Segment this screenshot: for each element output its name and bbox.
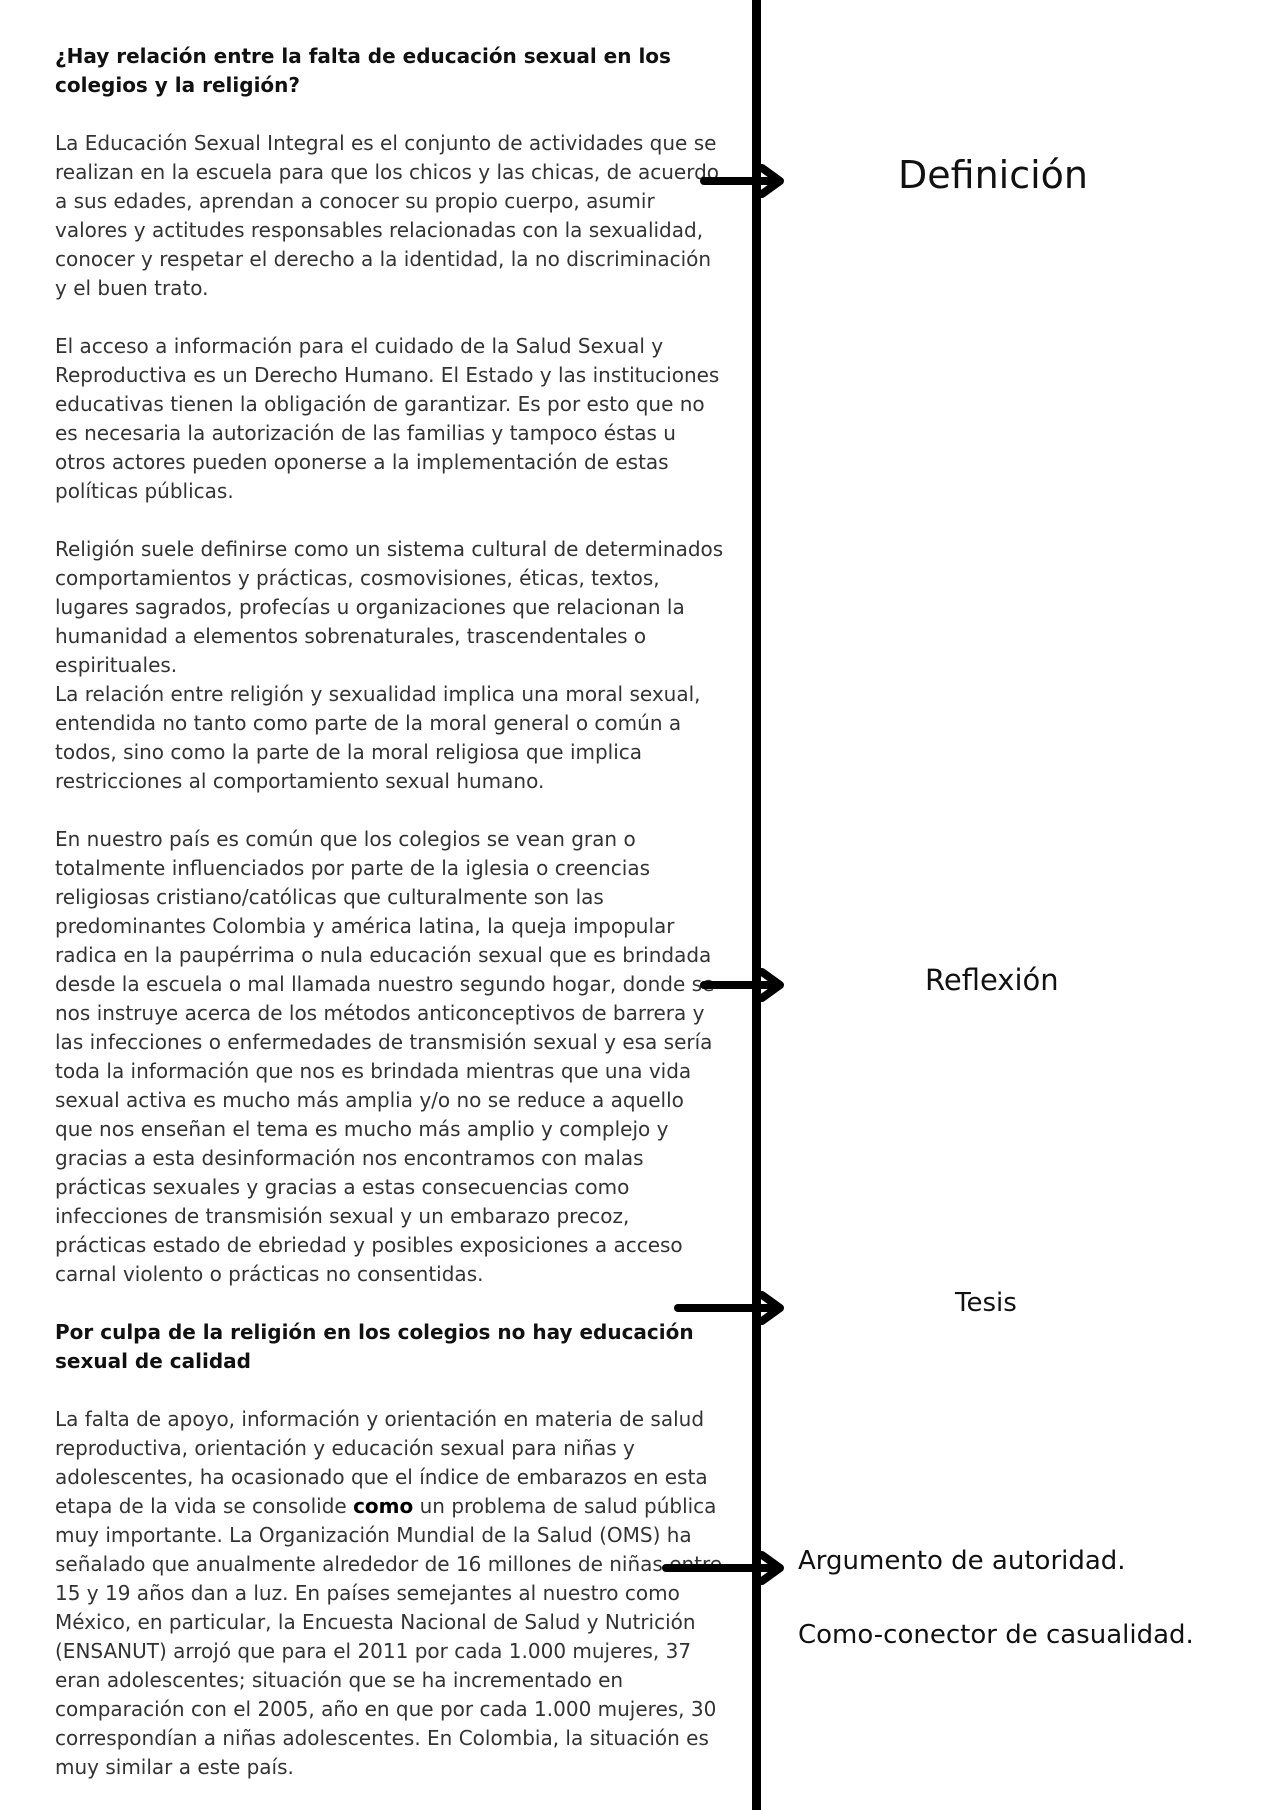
arrow-reflexion-icon — [700, 967, 792, 1003]
label-reflexion: Reflexión — [925, 963, 1059, 997]
arrow-tesis-icon — [674, 1290, 792, 1326]
paragraph-reflection: En nuestro país es común que los colegios se vean gran o totalmente influenciados por parte de la iglesia o creencias religiosas cristiano/católicas que culturalmente son las predominantes Colombia y américa latina, la queja impopular radica en la paupérrima o nula educación sexual que es brindada desde la escuela o mal llamada nuestro segundo hogar, donde se nos instruye acerca de los métodos anticonceptivos de barrera y las infecciones o enfermedades de transmisión sexual y esa sería toda la información que nos es brindada mientras que una vida sexual activa es mucho más amplia y/o no se reduce a aquello que nos enseñan el tema es mucho más amplio y complejo y gracias a esta desinformación nos encontramos con malas prácticas sexuales y gracias a estas consecuencias como infecciones de transmisión sexual y un embarazo precoz, prácticas estado de ebriedad y posibles exposiciones a acceso carnal violento o prácticas no consentidas. — [55, 827, 715, 1286]
label-definicion: Definición — [898, 153, 1088, 197]
arrow-definicion-icon — [700, 163, 792, 199]
vertical-divider — [752, 0, 761, 1810]
paragraph-5-part-1: La falta de apoyo, información y orientación en materia de salud reproductiva, orientación y educación sexual para niñas y adolescentes, ha ocasionado que el índice de embarazos en esta etapa de la vida se consolide — [55, 1407, 708, 1518]
paragraph-religion-sexuality: La relación entre religión y sexualidad implica una moral sexual, entendida no tanto como parte de la moral general o común a todos, sino como la parte de la moral religiosa que implica restricciones al comportamiento sexual humano. — [55, 682, 701, 793]
document-title: ¿Hay relación entre la falta de educación sexual en los colegios y la religión? — [55, 44, 671, 97]
paragraph-religion: Religión suele definirse como un sistema cultural de determinados comportamientos y prácticas, cosmovisiones, éticas, textos, lugares sagrados, profecías u organizaciones que relacionan la humanidad a elementos sobrenaturales, trascendentales o espirituales. — [55, 537, 724, 677]
connector-word: como — [353, 1494, 414, 1518]
label-tesis: Tesis — [955, 1288, 1017, 1318]
document-body — [55, 42, 725, 1782]
paragraph-authority-argument — [55, 1405, 725, 1782]
paragraph-5-part-2: un problema de salud pública muy importante. La Organización Mundial de la Salud (OMS) ha señalado que anualmente alrededor de 16 millones de niñas entre 15 y 19 años dan a luz. En países semejantes al nuestro como México, en particular, la Encuesta Nacional de Salud y Nutrición (ENSANUT) arrojó que para el 2011 por cada 1.000 mujeres, 37 eran adolescentes; situación que se ha incrementado en comparación con el 2005, año en que por cada 1.000 mujeres, 30 correspondían a niñas adolescentes. En Colombia, la situación es muy similar a este país. — [55, 1494, 723, 1779]
paragraph-definition: La Educación Sexual Integral es el conjunto de actividades que se realizan en la escuela para que los chicos y las chicas, de acuerdo a sus edades, aprendan a conocer su propio cuerpo, asumir valores y actitudes responsables relacionadas con la sexualidad, conocer y respetar el derecho a la identidad, la no discriminación y el buen trato. — [55, 131, 720, 300]
thesis-statement: Por culpa de la religión en los colegios no hay educación sexual de calidad — [55, 1320, 694, 1373]
label-argumento-autoridad: Argumento de autoridad. — [798, 1546, 1126, 1576]
arrow-argumento-icon — [662, 1550, 792, 1586]
label-conector: Como-conector de casualidad. — [798, 1620, 1194, 1650]
paragraph-human-right: El acceso a información para el cuidado de la Salud Sexual y Reproductiva es un Derecho Humano. El Estado y las instituciones educativas tienen la obligación de garantizar. Es por esto que no es necesaria la autorización de las familias y tampoco éstas u otros actores pueden oponerse a la implementación de estas políticas públicas. — [55, 334, 720, 503]
